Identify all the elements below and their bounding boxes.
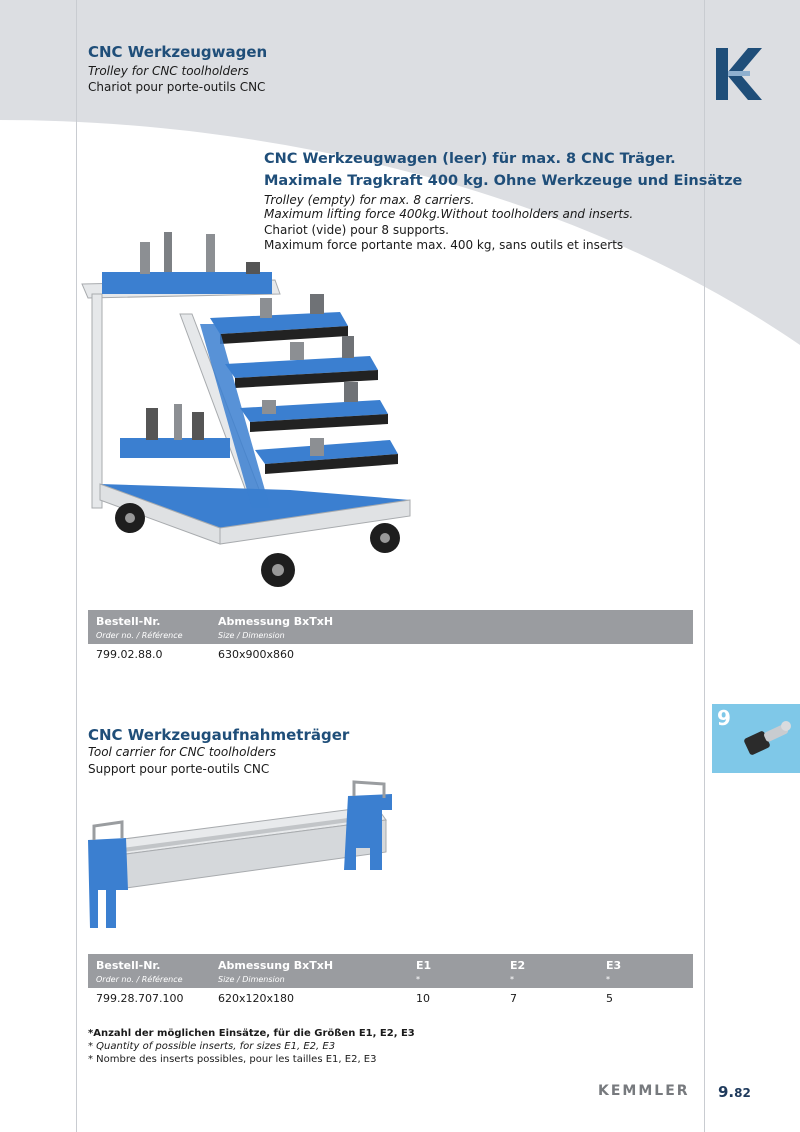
kemmler-logo (714, 46, 764, 102)
table2-header-order-no-sub: Order no. / Référence (96, 975, 183, 984)
section-subtitle-fr: Chariot pour porte-outils CNC (88, 80, 266, 94)
page-number (718, 1083, 751, 1101)
table2-header-e2-sub: * (510, 975, 514, 984)
footnote-fr: * Nombre des inserts possibles, pour les tailles E1, E2, E3 (88, 1054, 377, 1065)
product-desc-fr-2: Maximum force portante max. 400 kg, sans outils et inserts (264, 238, 624, 252)
section2-subtitle-en: Tool carrier for CNC toolholders (88, 745, 277, 759)
chapter-tab-number: 9 (717, 706, 731, 730)
footnote-de: *Anzahl der möglichen Einsätze, für die Größen E1, E2, E3 (88, 1028, 415, 1039)
table2-header-dimension: Abmessung BxTxH (218, 959, 334, 972)
right-margin-line (704, 0, 705, 1132)
page-number-chapter: 9. (718, 1083, 735, 1101)
table1-header-order-no: Bestell-Nr. (96, 615, 161, 628)
table2-header-e3: E3 (606, 959, 622, 972)
table1-header-order-no-sub: Order no. / Référence (96, 631, 183, 640)
section-subtitle-en: Trolley for CNC toolholders (88, 64, 249, 78)
table2-cell-e1: 10 (416, 992, 430, 1005)
product-desc-en-2: Maximum lifting force 400kg.Without toolholders and inserts. (264, 207, 634, 221)
left-margin-line (76, 0, 77, 1132)
trolley-image (80, 228, 420, 594)
table1-header-dimension-sub: Size / Dimension (218, 631, 285, 640)
table2-header-e3-sub: * (606, 975, 610, 984)
table2-cell-e3: 5 (606, 992, 613, 1005)
section2-subtitle-fr: Support pour porte-outils CNC (88, 762, 270, 776)
table1-cell-dimension: 630x900x860 (218, 648, 295, 661)
pull-stud-icon (736, 714, 796, 764)
table2-header (88, 954, 693, 988)
product-title-line2: Maximale Tragkraft 400 kg. Ohne Werkzeuge und Einsätze (264, 173, 743, 189)
section-title-carrier: CNC Werkzeugaufnahmeträger (88, 726, 350, 744)
section-title-trolley: CNC Werkzeugwagen (88, 43, 268, 61)
table2-header-e1-sub: * (416, 975, 420, 984)
table2-header-e1: E1 (416, 959, 432, 972)
product-title-line1: CNC Werkzeugwagen (leer) für max. 8 CNC Träger. (264, 151, 676, 167)
table1-cell-order-no: 799.02.88.0 (96, 648, 163, 661)
page-number-page: 82 (734, 1086, 751, 1100)
table1-header-dimension: Abmessung BxTxH (218, 615, 334, 628)
product-desc-fr-1: Chariot (vide) pour 8 supports. (264, 223, 449, 237)
footnote-en: * Quantity of possible inserts, for sizes E1, E2, E3 (88, 1041, 336, 1052)
chapter-tab (712, 704, 800, 773)
table2-cell-dimension: 620x120x180 (218, 992, 295, 1005)
brand-name: KEMMLER (598, 1083, 690, 1099)
table1-header (88, 610, 693, 644)
tool-carrier-image (86, 778, 398, 938)
table2-header-dimension-sub: Size / Dimension (218, 975, 285, 984)
table2-cell-order-no: 799.28.707.100 (96, 992, 184, 1005)
product-desc-en-1: Trolley (empty) for max. 8 carriers. (264, 193, 475, 207)
table2-cell-e2: 7 (510, 992, 517, 1005)
table2-header-order-no: Bestell-Nr. (96, 959, 161, 972)
table2-header-e2: E2 (510, 959, 526, 972)
